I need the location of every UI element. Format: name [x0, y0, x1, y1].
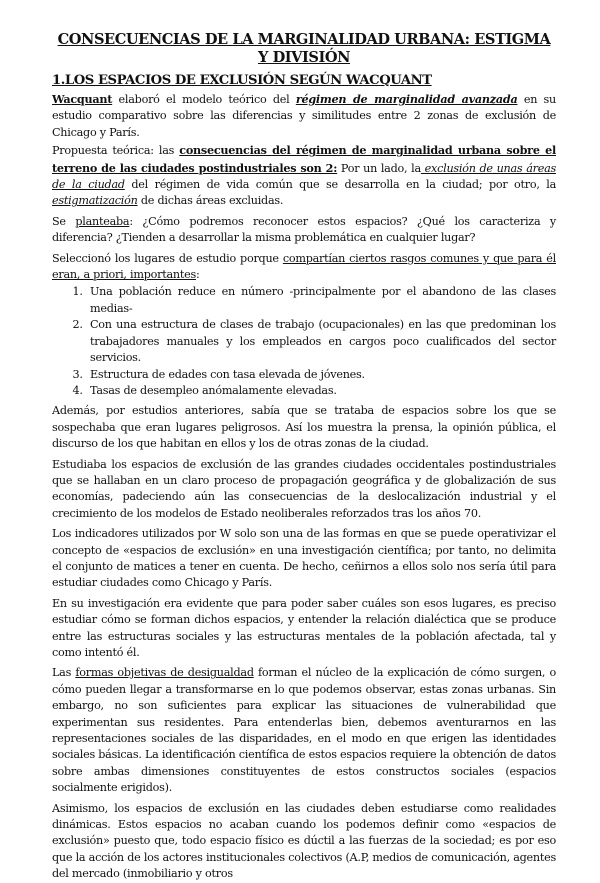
key-term: estigmatización [52, 194, 138, 208]
paragraph: En su investigación era evidente que para poder saber cuáles son esos lugares, es preciso estudiar cómo se forman dichos espacios, y entender la relación dialéctica que se produce entre las estructuras sociales y las estructuras mentales de la población afectada, tal y como intentó él. [52, 596, 556, 659]
key-term: exclusión de unas áreas de la ciudad [52, 161, 557, 192]
list-item: 2. Con una estructura de clases de trabajo (ocupacionales) en las que predominan los trabajadores manuales y los empleados en cargos poco cualificados del sector servicios. [86, 317, 556, 366]
paragraph: Estudiaba los espacios de exclusión de las grandes ciudades occidentales postindustriales que se hallaban en un claro proceso de propagación geográfica y de globalización de sus economías, padeciendo aún las consecuencias de la deslocalización industrial y el crecimiento de los modelos de Estado neoliberales reforzados tras los años 70. [52, 457, 556, 520]
key-phrase: consecuencias del régimen de marginalidad urbana sobre el terreno de las ciudades postindustriales son 2: [52, 143, 556, 175]
paragraph-questions: Se planteaba: ¿Cómo podremos reconocer estos espacios? ¿Qué los caracteriza y diferencia? ¿Tienden a desarrollar la misma problemática en cualquier lugar? [52, 214, 556, 245]
author-name: Wacquant [52, 92, 113, 106]
paragraph: Los indicadores utilizados por W solo son una de las formas en que se puede operativizar el concepto de «espacios de exclusión» en una investigación científica; por tanto, no delimita el conjunto de matices a tener en cuenta. De hecho, ceñirnos a ellos solo nos sería útil para estudiar ciudades como Chicago y París. [52, 527, 556, 590]
paragraph: Asimismo, los espacios de exclusión en las ciudades deben estudiarse como realidades dinámicas. Estos espacios no acaban cuando los podemos definir como «espacios de exclusión» puesto que, todo espacio físico es dúctil a las fuerzas de la sociedad; es por eso que la acción de los actores institucionales colectivos (A.P, medios de comunicación, agentes del mercado (inmobiliario y otros [52, 801, 556, 881]
key-term: régimen de marginalidad avanzada [295, 92, 518, 106]
key-term: planteaba [75, 214, 130, 228]
paragraph-proposal: Propuesta teórica: las consecuencias del régimen de marginalidad urbana sobre el terreno de las ciudades postindustriales son 2: Por un lado, la exclusión de unas áreas de la ciudad del régimen de vida común que se desarrolla en la ciudad; por otro, la estigmatización de dichas áreas excluidas. [52, 143, 557, 208]
key-term: formas objetivas de desigualdad [75, 666, 254, 680]
section-heading: 1.LOS ESPACIOS DE EXCLUSIÓN SEGÚN WACQUANT [52, 73, 432, 88]
criteria-list [52, 284, 556, 399]
key-phrase: compartían ciertos rasgos comunes y que para él eran, a priori, importantes [52, 251, 556, 282]
list-item: 4. Tasas de desempleo anómalamente elevadas. [86, 383, 556, 399]
paragraph: Además, por estudios anteriores, sabía que se trataba de espacios sobre los que se sospechaba que eran lugares peligrosos. Así los muestra la prensa, la opinión pública, el discurso de los que habitan en ellos y los de otras zonas de la ciudad. [52, 404, 556, 451]
paragraph-selection: Seleccionó los lugares de estudio porque compartían ciertos rasgos comunes y que para él eran, a priori, importantes: [52, 251, 556, 282]
page-title: CONSECUENCIAS DE LA MARGINALIDAD URBANA: ESTIGMA Y DIVISIÓN [57, 31, 551, 66]
list-item: 1. Una población reduce en número -principalmente por el abandono de las clases medias- [86, 284, 556, 317]
paragraph-inequality: Las formas objetivas de desigualdad forman el núcleo de la explicación de cómo surgen, o cómo pueden llegar a transformarse en lo que podemos observar, estas zonas urbanas. Sin embargo, no son suficientes para explicar las situaciones de vulnerabilidad que experimentan sus residentes. Para entenderlas bien, debemos aventurarnos en las representaciones sociales de las disparidades, en el modo en que erigen las identidades sociales básicas. La identificación científica de estos espacios requiere la obtención de datos sobre ambas dimensiones constituyentes de estos constructos sociales (espacios socialmente erigidos). [52, 666, 556, 795]
list-item: 3. Estructura de edades con tasa elevada de jóvenes. [86, 367, 556, 383]
paragraph-intro: Wacquant elaboró el modelo teórico del régimen de marginalidad avanzada en su estudio comparativo sobre las diferencias y similitudes entre 2 zonas de exclusión de Chicago y París. [52, 92, 556, 139]
